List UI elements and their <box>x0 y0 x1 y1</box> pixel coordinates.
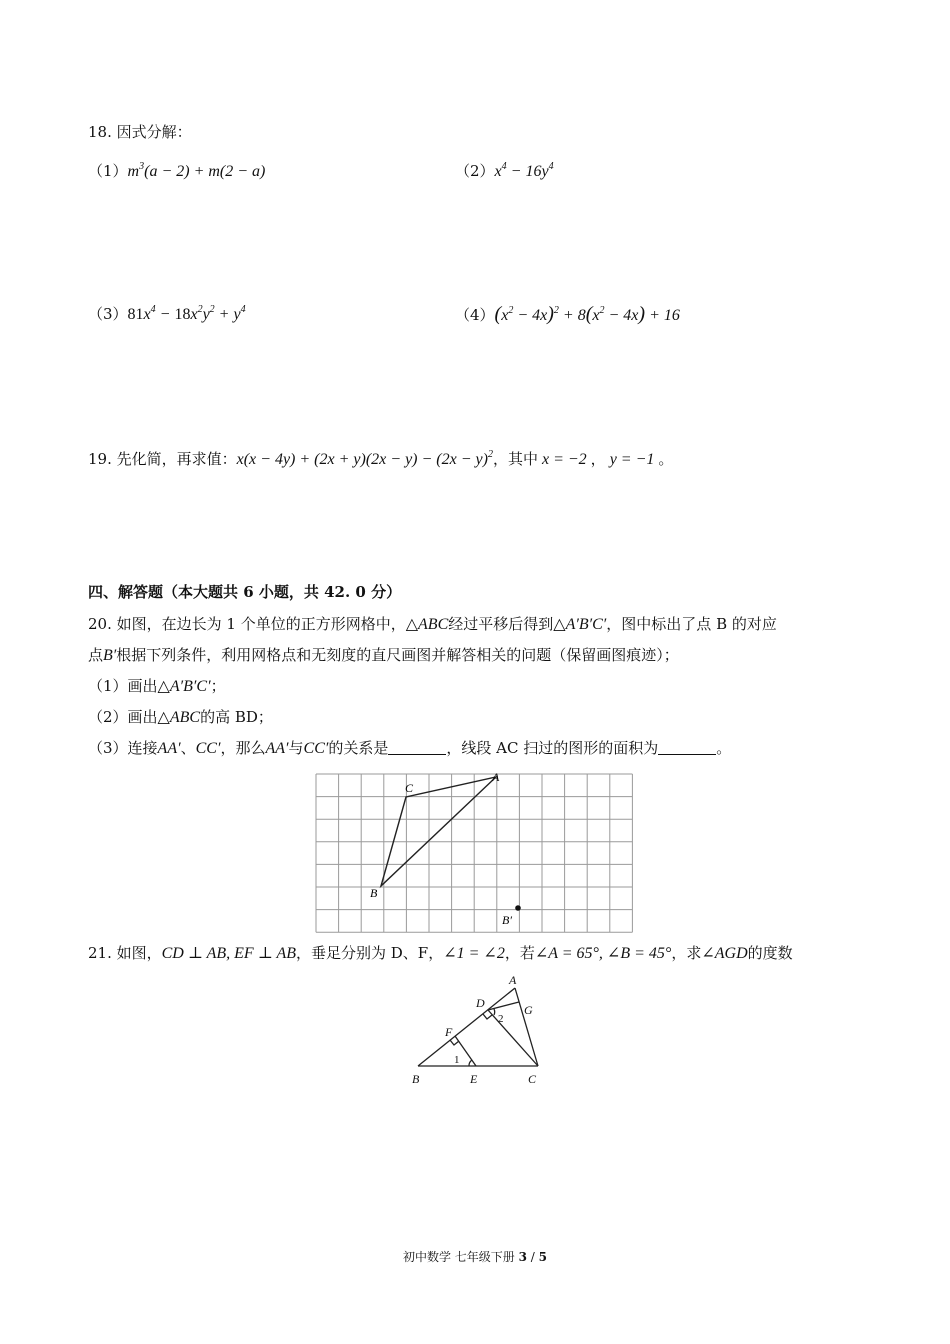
q20-sub2-triangle: △ABC <box>157 709 201 726</box>
q20-triangle-abc-prime: △A′B′C′ <box>553 616 607 633</box>
q21-label-b: B <box>412 1072 420 1086</box>
q19-y-value: y = −1 <box>605 451 659 468</box>
q20-blank-relation[interactable] <box>388 740 446 755</box>
q20-sub1-triangle: △A′B′C′ <box>157 678 211 695</box>
q20-sub3-f: ，线段 AC 扫过的图形的面积为 <box>446 739 659 757</box>
q20-sub3-g: 。 <box>716 739 732 757</box>
q21-seg-cd <box>488 1010 538 1066</box>
q20-seg-aa: AA′ <box>157 740 181 757</box>
q21-side-ac <box>515 988 538 1066</box>
q20-seg-cc-2: CC′ <box>303 740 329 757</box>
q18-part1-expr: $m^3(a - 2) + m(2 - a)$ <box>127 161 266 180</box>
q20-label-bprime: B′ <box>502 913 512 927</box>
q20-line1-a: 20. 如图，在边长为 1 个单位的正方形网格中， <box>88 615 406 633</box>
q20-sub1 <box>88 676 226 697</box>
q20-line1 <box>88 614 777 635</box>
q20-blank-area[interactable] <box>658 740 716 755</box>
q18-part3-label: （3） <box>88 305 128 323</box>
q19-expr: $x(x - 4y) + (2x + y)(2x - y) - (2x - y)^2$ <box>236 449 493 468</box>
q19-end: 。 <box>658 450 674 468</box>
q20-sub3-a: （3）连接 <box>88 739 158 757</box>
q18-part1-label: （1） <box>88 162 128 180</box>
q18-part3 <box>88 304 246 325</box>
q21-label-two: 2 <box>498 1013 504 1025</box>
q20-sub3 <box>88 738 731 759</box>
q20-seg-aa-2: AA′ <box>265 740 289 757</box>
q20-sub2 <box>88 707 273 728</box>
q20-sub2-b: 的高 BD； <box>200 708 273 726</box>
q20-line1-c: ，图中标出了点 B 的对应 <box>606 615 777 633</box>
q20-grid-figure <box>314 772 634 934</box>
q18-title: 18. 因式分解： <box>88 123 192 141</box>
q19-text <box>88 449 673 470</box>
q21-label-c: C <box>528 1072 537 1086</box>
q21-label-one: 1 <box>454 1054 460 1066</box>
q20-triangle-abc: △ABC <box>405 616 449 633</box>
q21-text <box>88 943 793 964</box>
q20-sub3-d: 与 <box>288 739 304 757</box>
footer-page: 3 <box>518 1250 527 1264</box>
q21-label-g: G <box>524 1003 533 1017</box>
q20-label-b: B <box>370 886 378 900</box>
q21-label-a: A <box>509 973 517 987</box>
q21-angle-eq: ∠1 = ∠2 <box>443 945 505 962</box>
q18-part2 <box>455 161 554 182</box>
q20-sub3-c: ，那么 <box>220 739 266 757</box>
q20-sub3-e: 的关系是 <box>328 739 389 757</box>
q18-part2-expr: $x^4 - 16y^4$ <box>494 161 554 180</box>
q21-mid1: ，垂足分别为 D、F， <box>296 944 444 962</box>
q19-prefix: 19. 先化简，再求值： <box>88 450 237 468</box>
q20-sub1-a: （1）画出 <box>88 677 158 695</box>
q20-triangle <box>381 777 496 886</box>
q21-triangle-figure <box>408 972 548 1090</box>
q21-end: 的度数 <box>747 944 793 962</box>
q18-part4-label: （4） <box>455 306 495 324</box>
footer-text: 初中数学 七年级下册 <box>402 1250 519 1264</box>
footer-sep: / <box>526 1250 539 1264</box>
q18-part2-label: （2） <box>455 162 495 180</box>
q19-mid: ，其中 <box>492 450 538 468</box>
q20-line1-b: 经过平移后得到 <box>448 615 554 633</box>
q18-part4-expr: $(x^2 - 4x)^2 + 8(x^2 - 4x) + 16$ <box>494 303 680 325</box>
q20-line2-a: 点 <box>88 646 104 664</box>
q19-x-value: x = −2 <box>537 451 591 468</box>
q20-point-bprime: B′ <box>103 647 117 664</box>
q21-angle1-arc <box>469 1060 472 1066</box>
q21-label-f: F <box>445 1025 453 1039</box>
section4-title: 四、解答题（本大题共 6 小题，共 42. 0 分） <box>88 583 402 601</box>
q20-sub3-b: 、 <box>180 739 196 757</box>
q20-sub2-a: （2）画出 <box>88 708 158 726</box>
q20-line2-b: 根据下列条件，利用网格点和无刻度的直尺画图并解答相关的问题（保留画图痕迹）； <box>116 646 679 664</box>
q21-label-e: E <box>470 1072 478 1086</box>
q18-part1 <box>88 161 265 182</box>
q21-given-angles: ∠A = 65°, ∠B = 45° <box>534 945 672 962</box>
q20-label-a: A <box>492 772 500 784</box>
q21-angle2-arc <box>494 1009 495 1015</box>
q18-part3-expr: $81x^4 - 18x^2y^2 + y^4$ <box>127 304 246 323</box>
q18-part4 <box>455 304 680 326</box>
q19-sep: ， <box>590 450 606 468</box>
footer-total: 5 <box>538 1250 548 1264</box>
q21-label-d: D <box>476 996 485 1010</box>
q20-bprime-dot <box>515 905 521 911</box>
q20-line2 <box>88 645 679 666</box>
q21-perp: CD ⊥ AB, EF ⊥ AB <box>161 945 297 962</box>
q20-seg-cc: CC′ <box>195 740 221 757</box>
q21-mid2: ，若 <box>504 944 535 962</box>
q20-label-c: C <box>405 781 414 795</box>
q21-mid3: ，求 <box>671 944 702 962</box>
page-footer <box>0 1248 950 1265</box>
q21-side-ba <box>418 988 515 1066</box>
q20-sub1-end: ； <box>210 677 226 695</box>
q21-target-angle: ∠AGD <box>701 945 748 962</box>
q21-right-angle-d <box>483 1014 492 1019</box>
q21-prefix: 21. 如图， <box>88 944 162 962</box>
